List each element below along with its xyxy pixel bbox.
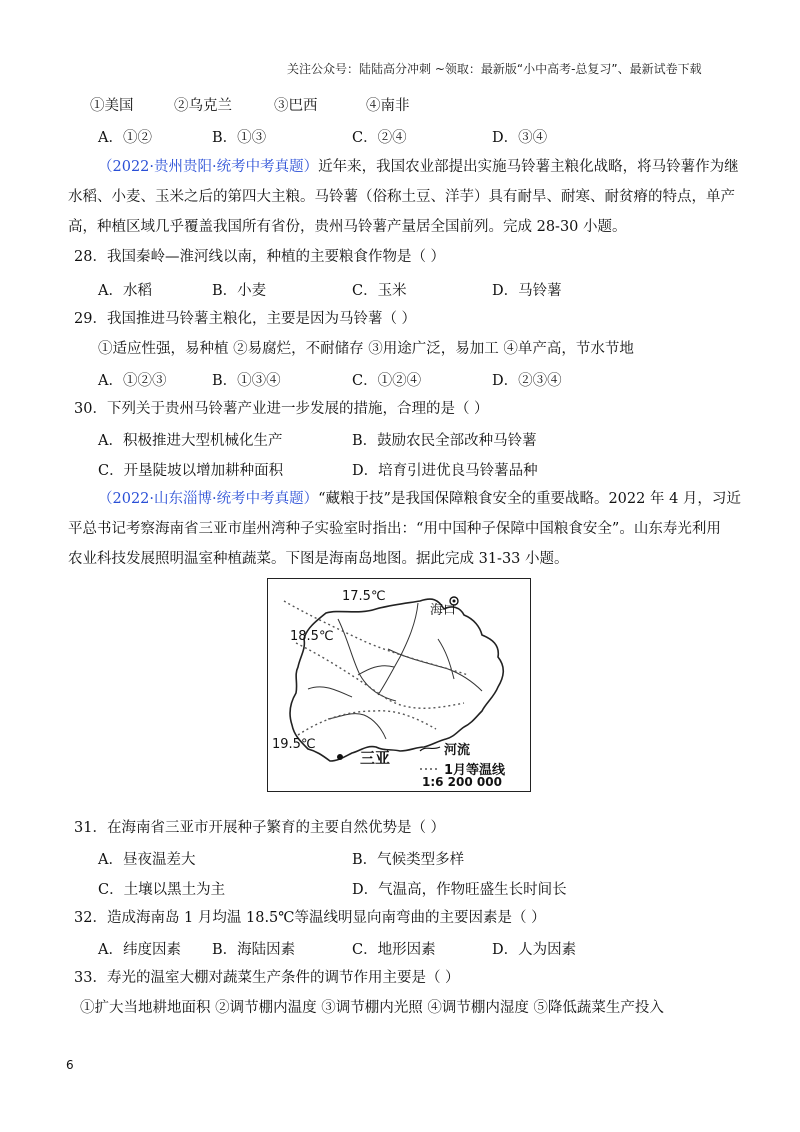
passage2-line3: 农业科技发展照明温室种植蔬菜。下图是海南岛地图。据此完成 31-33 小题。	[68, 551, 569, 567]
page-header: 关注公众号：陆陆高分冲刺 ~领取：最新版“小中高考-总复习”、最新试卷下载	[287, 62, 702, 76]
q28-option-d: D．马铃薯	[492, 283, 562, 299]
map-scale: 1:6 200 000	[422, 775, 502, 789]
sanya-marker	[337, 754, 343, 760]
prev-option-b: B．①③	[212, 130, 267, 146]
passage1-line2: 水稻、小麦、玉米之后的第四大主粮。马铃薯（俗称土豆、洋芋）具有耐旱、耐寒、耐贫瘠的特点，单产	[68, 189, 735, 205]
passage2-source: （2022·山东淄博·统考中考真题）	[98, 491, 319, 507]
river-line	[338, 619, 396, 701]
q32-option-c: C．地形因素	[352, 942, 436, 958]
prev-item-2: ②乌克兰	[174, 98, 232, 114]
q31-option-a: A．昼夜温差大	[98, 852, 196, 868]
q30-option-b: B．鼓励农民全部改种马铃薯	[352, 433, 537, 449]
prev-item-4: ④南非	[366, 98, 410, 114]
island-outline	[290, 599, 503, 761]
q29-option-c: C．①②④	[352, 373, 422, 389]
isotherm-line	[296, 643, 464, 708]
passage1-line1: （2022·贵州贵阳·统考中考真题）近年来，我国农业部提出实施马铃薯主粮化战略，将马铃薯作为继	[98, 159, 739, 175]
isotherm-line	[298, 711, 436, 735]
q30-option-c: C．开垦陡坡以增加耕种面积	[98, 463, 284, 479]
q28-option-c: C．玉米	[352, 283, 407, 299]
city-label-haikou: 海口	[430, 603, 457, 618]
q29-option-a: A．①②③	[98, 373, 167, 389]
q30-option-a: A．积极推进大型机械化生产	[98, 433, 283, 449]
river-line	[308, 687, 352, 697]
city-label-sanya: 三亚	[360, 749, 391, 767]
passage2-line2: 平总书记考察海南省三亚市崖州湾种子实验室时指出：“用中国种子保障中国粮食安全”。山东寿光利用	[68, 521, 721, 537]
page-number: 6	[66, 1058, 74, 1072]
q29-stem: 29．我国推进马铃薯主粮化，主要是因为马铃薯（ ）	[74, 311, 417, 327]
q33-stem: 33．寿光的温室大棚对蔬菜生产条件的调节作用主要是（ ）	[74, 970, 460, 986]
q32-stem: 32．造成海南岛 1 月均温 18.5℃等温线明显向南弯曲的主要因素是（ ）	[74, 910, 546, 926]
isotherm-label-175: 17.5℃	[342, 589, 386, 604]
q31-stem: 31．在海南省三亚市开展种子繁育的主要自然优势是（ ）	[74, 820, 446, 836]
q29-items: ①适应性强，易种植 ②易腐烂，不耐储存 ③用途广泛，易加工 ④单产高，节水节地	[98, 341, 634, 357]
prev-option-d: D．③④	[492, 130, 548, 146]
q28-stem: 28．我国秦岭—淮河线以南，种植的主要粮食作物是（ ）	[74, 249, 446, 265]
river-line	[438, 639, 454, 679]
q29-option-d: D．②③④	[492, 373, 562, 389]
prev-item-3: ③巴西	[274, 98, 318, 114]
river-line	[388, 649, 482, 691]
q30-option-d: D．培育引进优良马铃薯品种	[352, 463, 538, 479]
q31-option-d: D．气温高，作物旺盛生长时间长	[352, 882, 567, 898]
hainan-map	[267, 578, 531, 792]
passage2-line1: （2022·山东淄博·统考中考真题）“藏粮于技”是我国保障粮食安全的重要战略。2022 年 4 月，习近	[98, 491, 741, 507]
river-line	[328, 714, 386, 739]
prev-item-1: ①美国	[90, 98, 134, 114]
isotherm-label-195: 19.5℃	[272, 737, 316, 752]
isotherm-label-185: 18.5℃	[290, 629, 334, 644]
q31-option-c: C．土壤以黑土为主	[98, 882, 226, 898]
prev-option-a: A．①②	[98, 130, 152, 146]
q32-option-d: D．人为因素	[492, 942, 577, 958]
legend-isotherm-label: 1月等温线	[444, 763, 506, 778]
legend-river-label: 河流	[444, 743, 471, 758]
q32-option-b: B．海陆因素	[212, 942, 296, 958]
passage1-source: （2022·贵州贵阳·统考中考真题）	[98, 159, 319, 175]
passage1-line3: 高，种植区域几乎覆盖我国所有省份，贵州马铃薯产量居全国前列。完成 28-30 小题。	[68, 219, 627, 235]
q30-stem: 30．下列关于贵州马铃薯产业进一步发展的措施，合理的是（ ）	[74, 401, 489, 417]
prev-option-c: C．②④	[352, 130, 407, 146]
q28-option-b: B．小麦	[212, 283, 267, 299]
q28-option-a: A．水稻	[98, 283, 152, 299]
q29-option-b: B．①③④	[212, 373, 281, 389]
q32-option-a: A．纬度因素	[98, 942, 181, 958]
river-line	[358, 666, 394, 675]
q33-items: ①扩大当地耕地面积 ②调节棚内温度 ③调节棚内光照 ④调节棚内湿度 ⑤降低蔬菜生产投入	[80, 1000, 664, 1016]
q31-option-b: B．气候类型多样	[352, 852, 465, 868]
